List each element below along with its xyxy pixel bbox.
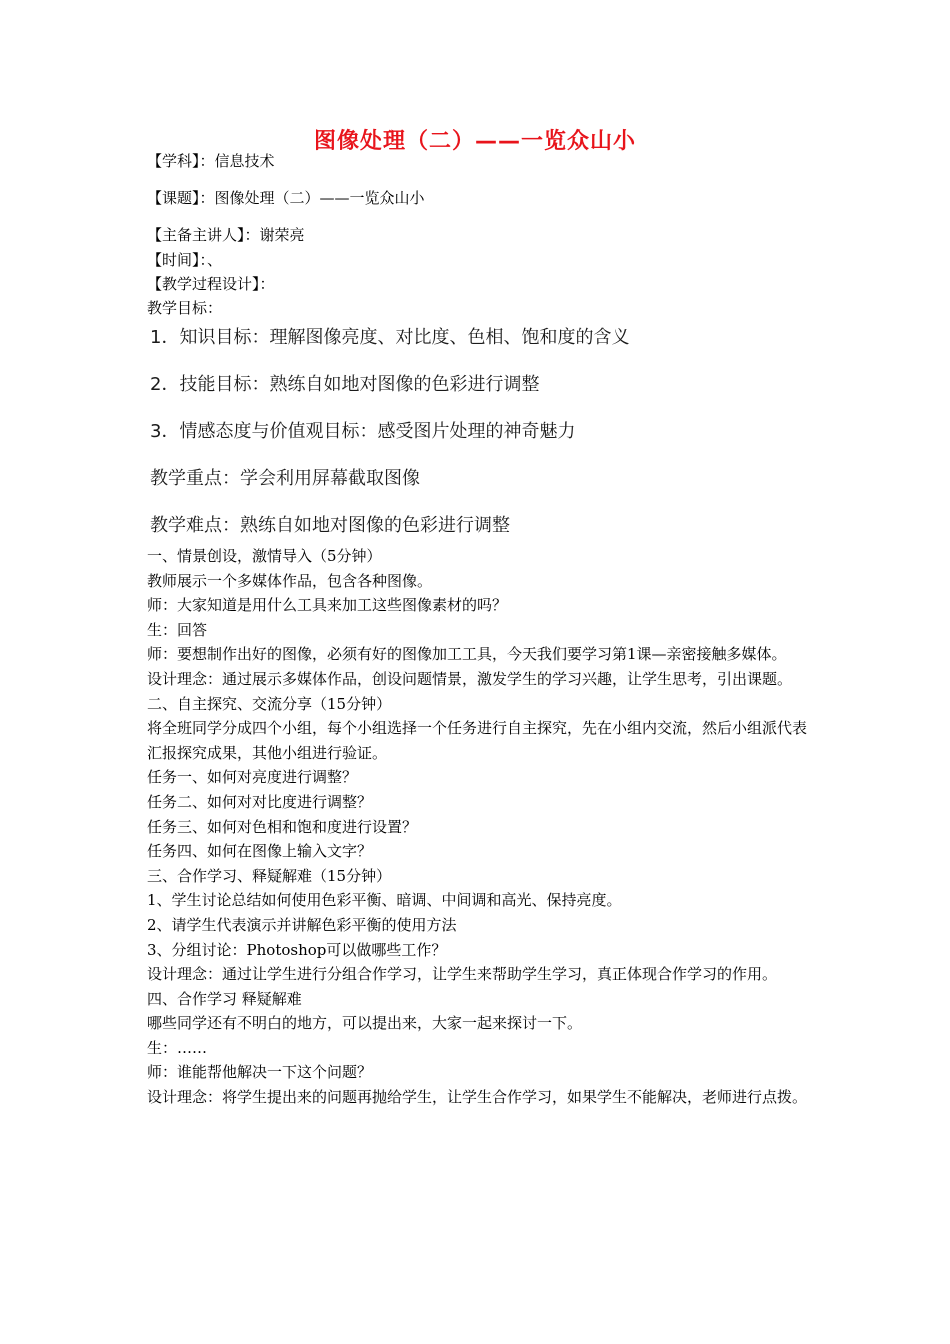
meta-subject: 【学科】：信息技术: [147, 152, 275, 170]
section-heading: 四、合作学习 释疑解难: [147, 989, 302, 1008]
paragraph: 师：大家知道是用什么工具来加工这些图像素材的吗？: [147, 596, 508, 615]
paragraph: 哪些同学还有不明白的地方，可以提出来，大家一起来探讨一下。: [147, 1014, 583, 1033]
objective-knowledge: 1．知识目标：理解图像亮度、对比度、色相、饱和度的含义: [150, 327, 630, 348]
objective-emotion: 3．情感态度与价值观目标：感受图片处理的神奇魅力: [150, 421, 576, 442]
task-item: 任务一、如何对亮度进行调整？: [147, 768, 358, 787]
list-item: 3、分组讨论：Photoshop可以做哪些工作？: [147, 940, 447, 959]
section-heading: 二、自主探究、交流分享（15分钟）: [147, 694, 392, 713]
list-item: 1、学生讨论总结如何使用色彩平衡、暗调、中间调和高光、保持亮度。: [147, 891, 622, 910]
objective-skill: 2．技能目标：熟练自如地对图像的色彩进行调整: [150, 374, 540, 395]
objectives-label: 教学目标：: [147, 299, 223, 317]
teaching-key-point: 教学重点：学会利用屏幕截取图像: [150, 468, 420, 489]
paragraph: 师：谁能帮他解决一下这个问题？: [147, 1063, 373, 1082]
section-heading: 三、合作学习、释疑解难（15分钟）: [147, 866, 392, 885]
paragraph: 师：要想制作出好的图像，必须有好的图像加工工具，今天我们要学习第1课—亲密接触多媒体。: [147, 645, 787, 664]
task-item: 任务三、如何对色相和饱和度进行设置？: [147, 817, 418, 836]
document-title: 图像处理（二）——一览众山小: [313, 129, 636, 154]
teaching-difficulty: 教学难点：熟练自如地对图像的色彩进行调整: [150, 515, 510, 536]
design-note: 设计理念：通过让学生进行分组合作学习，让学生来帮助学生学习，真正体现合作学习的作用。: [147, 965, 778, 984]
meta-topic: 【课题】：图像处理（二）——一览众山小: [147, 189, 425, 207]
design-note: 设计理念：通过展示多媒体作品，创设问题情景，激发学生的学习兴趣，让学生思考，引出课题。: [147, 669, 793, 688]
paragraph: 教师展示一个多媒体作品，包含各种图像。: [147, 571, 433, 590]
paragraph: 生：……: [147, 1038, 208, 1057]
list-item: 2、请学生代表演示并讲解色彩平衡的使用方法: [147, 915, 457, 934]
design-note: 设计理念：将学生提出来的问题再抛给学生，让学生合作学习，如果学生不能解决，老师进行点拨。: [147, 1088, 808, 1107]
paragraph: 生：回答: [147, 620, 208, 639]
paragraph: 将全班同学分成四个小组，每个小组选择一个任务进行自主探究，先在小组内交流，然后小组派代表汇报探究成果，其他小组进行验证。: [147, 719, 808, 762]
task-item: 任务二、如何对对比度进行调整？: [147, 792, 373, 811]
meta-lecturer: 【主备主讲人】：谢荣亮: [147, 226, 305, 244]
meta-time: 【时间】：、: [147, 251, 223, 269]
meta-design: 【教学过程设计】：: [147, 275, 275, 293]
lesson-body: [147, 544, 807, 1110]
task-item: 任务四、如何在图像上输入文字？: [147, 842, 373, 861]
section-heading: 一、情景创设，激情导入（5分钟）: [147, 547, 382, 565]
